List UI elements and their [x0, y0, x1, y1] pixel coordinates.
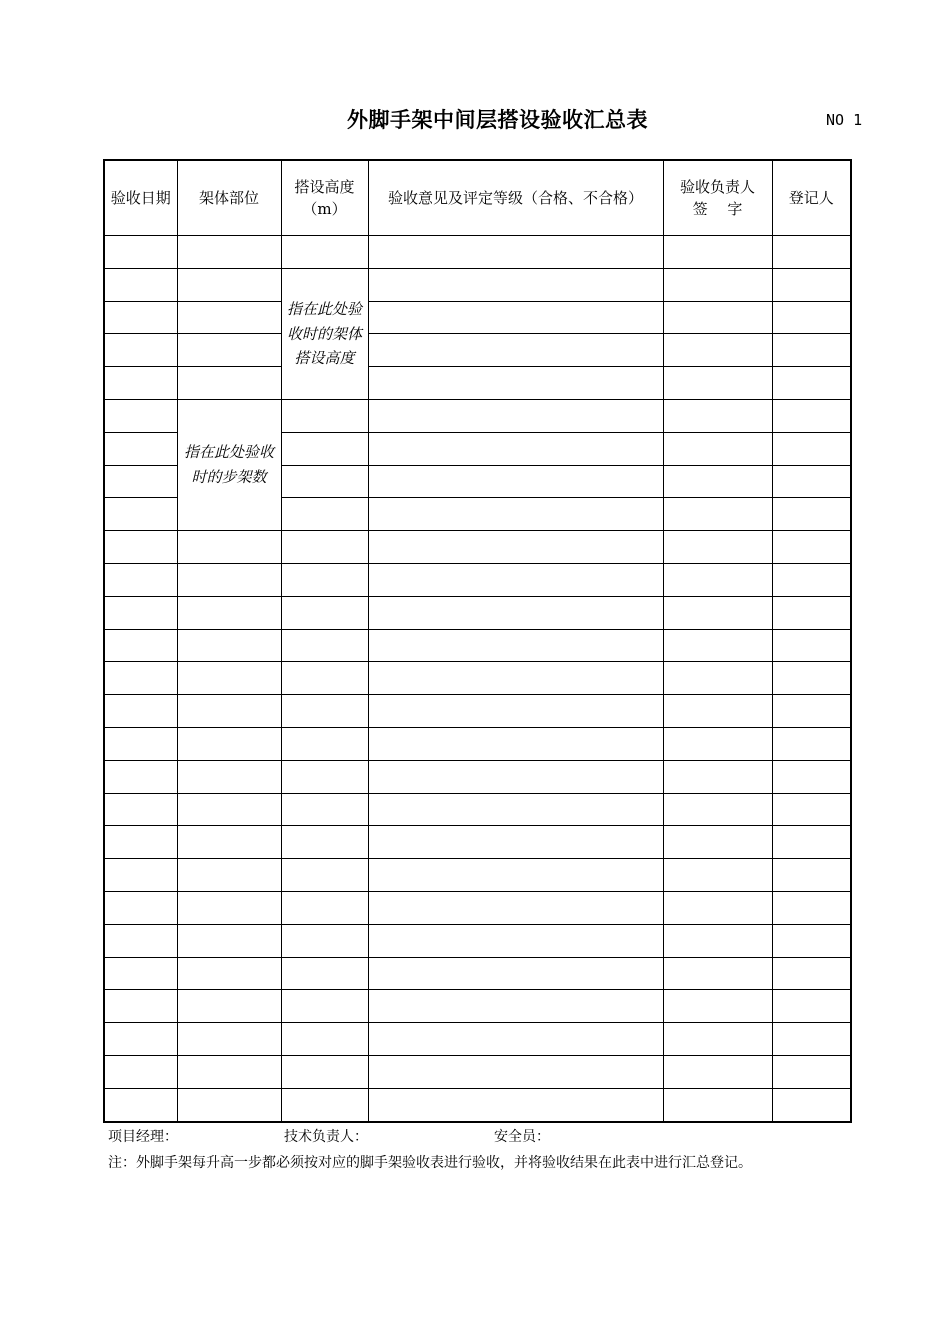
recorder-cell[interactable]	[772, 760, 851, 793]
signer-cell[interactable]	[663, 268, 772, 301]
opinion-cell[interactable]	[368, 891, 663, 924]
footnote: 注：外脚手架每升高一步都必须按对应的脚手架验收表进行验收，并将验收结果在此表中进行汇总登记。	[108, 1155, 752, 1171]
date-cell[interactable]	[104, 236, 177, 269]
header-part: 架体部位	[177, 160, 281, 236]
table-row	[104, 891, 851, 924]
header-opinion: 验收意见及评定等级（合格、不合格）	[368, 160, 663, 236]
date-cell[interactable]	[104, 629, 177, 662]
recorder-cell[interactable]	[772, 826, 851, 859]
signer-cell[interactable]	[663, 727, 772, 760]
part-cell[interactable]	[177, 236, 281, 269]
part-cell[interactable]	[177, 924, 281, 957]
height-cell[interactable]	[281, 662, 368, 695]
height-cell[interactable]	[281, 531, 368, 564]
signer-cell[interactable]	[663, 924, 772, 957]
part-cell[interactable]	[177, 1055, 281, 1088]
recorder-cell[interactable]	[772, 727, 851, 760]
height-cell[interactable]	[281, 727, 368, 760]
height-cell[interactable]	[281, 399, 368, 432]
part-cell[interactable]	[177, 367, 281, 400]
opinion-cell[interactable]	[368, 826, 663, 859]
height-cell[interactable]	[281, 498, 368, 531]
recorder-cell[interactable]	[772, 563, 851, 596]
table-row	[104, 695, 851, 728]
header-height-line2: （m）	[302, 200, 347, 218]
height-cell[interactable]	[281, 695, 368, 728]
table-row	[104, 596, 851, 629]
height-cell[interactable]	[281, 793, 368, 826]
opinion-cell[interactable]	[368, 1055, 663, 1088]
recorder-cell[interactable]	[772, 793, 851, 826]
date-cell[interactable]	[104, 662, 177, 695]
safety-officer-label: 安全员：	[494, 1129, 550, 1145]
doc-number: NO 1	[826, 111, 863, 129]
table-row	[104, 859, 851, 892]
recorder-cell[interactable]	[772, 695, 851, 728]
opinion-cell[interactable]	[368, 334, 663, 367]
part-cell[interactable]	[177, 891, 281, 924]
signer-cell[interactable]	[663, 432, 772, 465]
part-cell[interactable]	[177, 596, 281, 629]
date-cell[interactable]	[104, 859, 177, 892]
date-cell[interactable]	[104, 563, 177, 596]
part-cell[interactable]	[177, 301, 281, 334]
table-row	[104, 727, 851, 760]
table-row	[104, 760, 851, 793]
part-cell[interactable]	[177, 629, 281, 662]
recorder-cell[interactable]	[772, 990, 851, 1023]
part-cell[interactable]	[177, 268, 281, 301]
header-signer-line1: 验收负责人	[679, 177, 755, 196]
signer-cell[interactable]	[663, 891, 772, 924]
opinion-cell[interactable]	[368, 793, 663, 826]
part-cell[interactable]	[177, 563, 281, 596]
table-row	[104, 334, 851, 367]
signer-cell[interactable]	[663, 334, 772, 367]
height-cell[interactable]	[281, 990, 368, 1023]
date-cell[interactable]	[104, 1055, 177, 1088]
part-cell[interactable]	[177, 793, 281, 826]
height-cell[interactable]	[281, 563, 368, 596]
tech-lead-label: 技术负责人：	[284, 1129, 368, 1145]
opinion-cell[interactable]	[368, 924, 663, 957]
height-cell[interactable]	[281, 1088, 368, 1121]
height-cell[interactable]	[281, 236, 368, 269]
signer-cell[interactable]	[663, 596, 772, 629]
height-cell[interactable]	[281, 760, 368, 793]
signer-cell[interactable]	[663, 695, 772, 728]
manager-label: 项目经理：	[108, 1129, 178, 1145]
date-cell[interactable]	[104, 1088, 177, 1121]
signer-cell[interactable]	[663, 662, 772, 695]
table-row	[104, 1088, 851, 1121]
height-cell[interactable]	[281, 432, 368, 465]
signer-cell[interactable]	[663, 367, 772, 400]
header-height-line1: 搭设高度	[294, 177, 355, 196]
height-note-cell-line2: 收时的架体	[286, 324, 362, 343]
height-note-cell-line1: 指在此处验	[286, 299, 362, 318]
opinion-cell[interactable]	[368, 531, 663, 564]
table-row	[104, 957, 851, 990]
signer-cell[interactable]	[663, 1023, 772, 1056]
height-cell[interactable]	[281, 629, 368, 662]
signer-cell[interactable]	[663, 826, 772, 859]
opinion-cell[interactable]	[368, 859, 663, 892]
date-cell[interactable]	[104, 367, 177, 400]
height-cell[interactable]	[281, 465, 368, 498]
signer-cell[interactable]	[663, 531, 772, 564]
height-note-cell[interactable]	[281, 268, 368, 399]
part-cell[interactable]	[177, 957, 281, 990]
table-row	[104, 629, 851, 662]
opinion-cell[interactable]	[368, 432, 663, 465]
signer-cell[interactable]	[663, 465, 772, 498]
recorder-cell[interactable]	[772, 859, 851, 892]
table-row	[104, 924, 851, 957]
signer-cell[interactable]	[663, 399, 772, 432]
table-row	[104, 990, 851, 1023]
date-cell[interactable]	[104, 596, 177, 629]
date-cell[interactable]	[104, 891, 177, 924]
opinion-cell[interactable]	[368, 465, 663, 498]
height-cell[interactable]	[281, 1023, 368, 1056]
date-cell[interactable]	[104, 924, 177, 957]
part-cell[interactable]	[177, 695, 281, 728]
table-row	[104, 367, 851, 400]
header-date: 验收日期	[104, 160, 177, 236]
date-cell[interactable]	[104, 990, 177, 1023]
recorder-cell[interactable]	[772, 1023, 851, 1056]
part-cell[interactable]	[177, 859, 281, 892]
date-cell[interactable]	[104, 695, 177, 728]
date-cell[interactable]	[104, 301, 177, 334]
part-note-cell-line1: 指在此处验收	[183, 443, 274, 462]
opinion-cell[interactable]	[368, 990, 663, 1023]
date-cell[interactable]	[104, 531, 177, 564]
signer-cell[interactable]	[663, 859, 772, 892]
signer-cell[interactable]	[663, 760, 772, 793]
date-cell[interactable]	[104, 268, 177, 301]
signer-cell[interactable]	[663, 793, 772, 826]
date-cell[interactable]	[104, 727, 177, 760]
part-cell[interactable]	[177, 334, 281, 367]
date-cell[interactable]	[104, 1023, 177, 1056]
height-cell[interactable]	[281, 957, 368, 990]
height-cell[interactable]	[281, 826, 368, 859]
table-row	[104, 1055, 851, 1088]
date-cell[interactable]	[104, 760, 177, 793]
summary-table	[103, 159, 852, 1123]
opinion-cell[interactable]	[368, 957, 663, 990]
height-cell[interactable]	[281, 596, 368, 629]
table-row	[104, 531, 851, 564]
opinion-cell[interactable]	[368, 1088, 663, 1121]
date-cell[interactable]	[104, 465, 177, 498]
header-signer-line2: 签 字	[692, 200, 743, 218]
part-cell[interactable]	[177, 990, 281, 1023]
height-note-cell-line3: 搭设高度	[294, 349, 355, 368]
opinion-cell[interactable]	[368, 760, 663, 793]
table-row	[104, 236, 851, 269]
date-cell[interactable]	[104, 957, 177, 990]
opinion-cell[interactable]	[368, 367, 663, 400]
signer-cell[interactable]	[663, 629, 772, 662]
recorder-cell[interactable]	[772, 957, 851, 990]
opinion-cell[interactable]	[368, 1023, 663, 1056]
part-cell[interactable]	[177, 826, 281, 859]
header-recorder: 登记人	[772, 160, 851, 236]
recorder-cell[interactable]	[772, 399, 851, 432]
date-cell[interactable]	[104, 498, 177, 531]
opinion-cell[interactable]	[368, 498, 663, 531]
recorder-cell[interactable]	[772, 531, 851, 564]
opinion-cell[interactable]	[368, 268, 663, 301]
recorder-cell[interactable]	[772, 629, 851, 662]
signer-cell[interactable]	[663, 1088, 772, 1121]
recorder-cell[interactable]	[772, 1088, 851, 1121]
signer-cell[interactable]	[663, 498, 772, 531]
signer-cell[interactable]	[663, 563, 772, 596]
recorder-cell[interactable]	[772, 498, 851, 531]
recorder-cell[interactable]	[772, 596, 851, 629]
part-cell[interactable]	[177, 1088, 281, 1121]
table-row	[104, 1023, 851, 1056]
part-cell[interactable]	[177, 760, 281, 793]
recorder-cell[interactable]	[772, 924, 851, 957]
height-cell[interactable]	[281, 1055, 368, 1088]
signer-cell[interactable]	[663, 1055, 772, 1088]
recorder-cell[interactable]	[772, 301, 851, 334]
recorder-cell[interactable]	[772, 1055, 851, 1088]
recorder-cell[interactable]	[772, 465, 851, 498]
signer-cell[interactable]	[663, 957, 772, 990]
table-row	[104, 268, 851, 301]
date-cell[interactable]	[104, 432, 177, 465]
date-cell[interactable]	[104, 793, 177, 826]
recorder-cell[interactable]	[772, 432, 851, 465]
recorder-cell[interactable]	[772, 662, 851, 695]
opinion-cell[interactable]	[368, 727, 663, 760]
opinion-cell[interactable]	[368, 596, 663, 629]
signer-cell[interactable]	[663, 236, 772, 269]
signer-cell[interactable]	[663, 301, 772, 334]
header-signer	[663, 160, 772, 236]
page-title: 外脚手架中间层搭设验收汇总表	[347, 108, 648, 132]
part-cell[interactable]	[177, 662, 281, 695]
part-cell[interactable]	[177, 531, 281, 564]
height-cell[interactable]	[281, 891, 368, 924]
part-note-cell-line2: 时的步架数	[191, 468, 267, 487]
table-row	[104, 399, 851, 432]
signer-cell[interactable]	[663, 990, 772, 1023]
table-row	[104, 662, 851, 695]
header-height	[281, 160, 368, 236]
height-cell[interactable]	[281, 924, 368, 957]
recorder-cell[interactable]	[772, 334, 851, 367]
table-header-row	[104, 160, 851, 236]
table-row	[104, 563, 851, 596]
opinion-cell[interactable]	[368, 695, 663, 728]
table-row	[104, 826, 851, 859]
recorder-cell[interactable]	[772, 367, 851, 400]
opinion-cell[interactable]	[368, 629, 663, 662]
opinion-cell[interactable]	[368, 563, 663, 596]
opinion-cell[interactable]	[368, 662, 663, 695]
date-cell[interactable]	[104, 334, 177, 367]
opinion-cell[interactable]	[368, 236, 663, 269]
table-row	[104, 793, 851, 826]
part-note-cell[interactable]	[177, 399, 281, 530]
recorder-cell[interactable]	[772, 891, 851, 924]
height-cell[interactable]	[281, 859, 368, 892]
part-cell[interactable]	[177, 727, 281, 760]
recorder-cell[interactable]	[772, 236, 851, 269]
opinion-cell[interactable]	[368, 301, 663, 334]
opinion-cell[interactable]	[368, 399, 663, 432]
table-row	[104, 301, 851, 334]
date-cell[interactable]	[104, 826, 177, 859]
part-cell[interactable]	[177, 1023, 281, 1056]
recorder-cell[interactable]	[772, 268, 851, 301]
date-cell[interactable]	[104, 399, 177, 432]
